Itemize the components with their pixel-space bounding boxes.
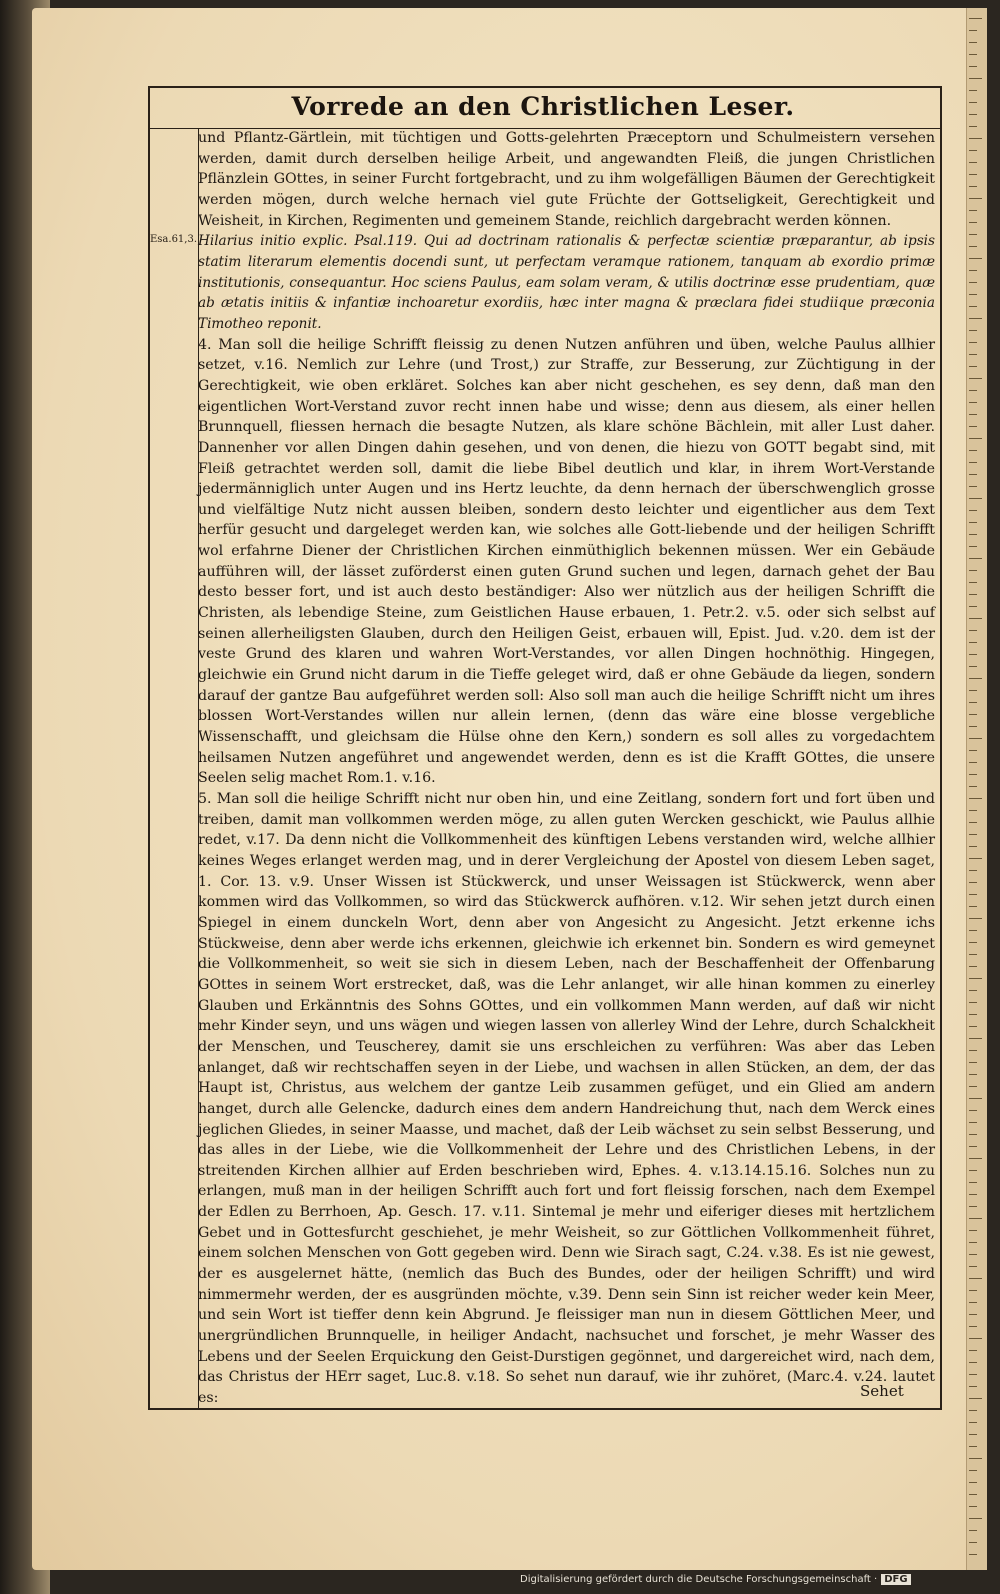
ruler-tick (969, 1242, 977, 1243)
ruler-tick (969, 558, 982, 559)
ruler-tick (969, 1410, 977, 1411)
ruler-tick (969, 258, 982, 259)
ruler-tick (969, 666, 977, 667)
ruler-tick (969, 870, 977, 871)
ruler-tick (969, 414, 977, 415)
ruler-tick (969, 834, 977, 835)
ruler-tick (969, 1062, 977, 1063)
ruler-tick (969, 642, 977, 643)
ruler-tick (969, 906, 977, 907)
ruler-tick (969, 54, 977, 55)
ruler-tick (969, 366, 977, 367)
ruler-tick (969, 930, 977, 931)
ruler-tick (969, 1290, 977, 1291)
ruler-tick (969, 486, 977, 487)
ruler-tick (969, 270, 977, 271)
ruler-tick (969, 42, 977, 43)
footer-text: Digitalisierung gefördert durch die Deutsche Forschungsgemeinschaft · (520, 1574, 878, 1585)
ruler-tick (969, 990, 977, 991)
ruler-tick (969, 594, 977, 595)
page-title: Vorrede an den Christlichen Leser. (291, 92, 795, 121)
ruler-tick (969, 918, 982, 919)
ruler-tick (969, 222, 977, 223)
ruler-tick (969, 1098, 982, 1099)
ruler-tick (969, 1338, 982, 1339)
ruler-tick (969, 78, 982, 79)
ruler-tick (969, 546, 977, 547)
ruler-tick (969, 138, 982, 139)
ruler-tick (969, 1446, 977, 1447)
ruler-tick (969, 330, 977, 331)
ruler-tick (969, 1086, 977, 1087)
ruler-tick (969, 774, 977, 775)
ruler-tick (969, 246, 977, 247)
ruler-tick (969, 510, 977, 511)
paragraph-4: 4. Man soll die heilige Schrifft fleissig zu denen Nutzen anführen und üben, welche Paulus allhier setzet, v.16. Nemlich zur Lehre (und Trost,) zur Straffe, zur Besserung, zur Züchtigung in der Gerechtigkeit, wie oben erkläret. Solches kan aber nicht geschehen, es sey denn, daß man den eigentlichen Wort-Verstand zuvor recht innen habe und wisse; denn aus diesem, als einer hellen Brunnquell, fliessen hernach die besagte Nutzen, als klare schöne Bächlein, mit aller Lust daher. Dannenher vor allen Dingen dahin gesehen, und von denen, die hiezu von GOTT begabt sind, mit Fleiß getrachtet werden soll, damit die liebe Bibel deutlich und klar, in ihrem Wort-Verstande jedermänniglich unter Augen und ins Hertz leuchte, da denn hernach der überschwenglich grosse und vielfältige Nutz nicht aussen bleiben, sondern desto leichter und eigentlicher aus dem Text herfür gesucht und dargeleget werden kan, wie solches alle Gott-liebende und der heiligen Schrifft wol erfahrne Diener der Christlichen Kirchen einmüthiglich bekennen müssen. Wer ein Gebäude aufführen will, der lässet zuförderst einen guten Grund suchen und legen, darnach gehet der Bau desto besser fort, und ist auch desto beständiger: Also wer nützlich aus der heiligen Schrifft die Christen, als lebendige Steine, zum Geistlichen Hause erbauen, 1. Petr.2. v.5. oder sich selbst auf seinen allerheiligsten Glauben, durch den Heiligen Geist, erbauen will, Epist. Jud. v.20. dem ist der veste Grund des klaren und wahren Wort-Verstandes, vor allen Dingen hochnöthig. Hingegen, gleichwie ein Grund nicht darum in die Tieffe geleget wird, daß er ohne Gebäude da liegen, sondern darauf der gantze Bau aufgeführet werden soll: Also soll man auch die heilige Schrifft nicht um ihres blossen Wort-Verstandes willen nur allein lernen, (denn das wäre eine blosse vergebliche Wissenschafft, und gleichsam die Hülse ohne den Kern,) sondern es soll alles zu vorgedachtem heilsamen Nutzen angeführet und angewendet werden, denn es ist die Krafft GOttes, die unsere Seelen selig machet Rom.1. v.16. (198, 336, 935, 787)
ruler-tick (969, 894, 977, 895)
ruler-tick (969, 798, 982, 799)
ruler-tick (969, 282, 977, 283)
ruler-tick (969, 1050, 977, 1051)
ruler-tick (969, 126, 977, 127)
ruler-tick (969, 1386, 977, 1387)
measuring-ruler (966, 8, 987, 1570)
ruler-tick (969, 1074, 977, 1075)
ruler-tick (969, 534, 977, 535)
ruler-tick (969, 402, 977, 403)
ruler-tick (969, 858, 982, 859)
ruler-tick (969, 1542, 977, 1543)
ruler-tick (969, 966, 977, 967)
ruler-tick (969, 1218, 982, 1219)
ruler-tick (969, 186, 977, 187)
ruler-tick (969, 1146, 977, 1147)
ruler-tick (969, 582, 977, 583)
ruler-tick (969, 1158, 982, 1159)
ruler-tick (969, 294, 977, 295)
ruler-tick (969, 342, 977, 343)
ruler-tick (969, 174, 977, 175)
ruler-tick (969, 318, 982, 319)
ruler-tick (969, 738, 982, 739)
ruler-tick (969, 1362, 977, 1363)
ruler-tick (969, 1458, 982, 1459)
ruler-tick (969, 678, 982, 679)
ruler-tick (969, 426, 977, 427)
ruler-tick (969, 1326, 977, 1327)
ruler-tick (969, 1266, 977, 1267)
ruler-tick (969, 1494, 977, 1495)
ruler-tick (969, 1254, 977, 1255)
ruler-tick (969, 210, 977, 211)
ruler-tick (969, 462, 977, 463)
ruler-tick (969, 630, 977, 631)
ruler-tick (969, 654, 977, 655)
ruler-tick (969, 978, 982, 979)
ruler-tick (969, 1470, 977, 1471)
ruler-tick (969, 846, 977, 847)
ruler-tick (969, 1134, 977, 1135)
ruler-tick (969, 102, 977, 103)
ruler-tick (969, 450, 977, 451)
catchword: Sehet (860, 1382, 904, 1400)
footer-credit (520, 1574, 911, 1585)
ruler-tick (969, 390, 977, 391)
ruler-tick (969, 438, 982, 439)
ruler-tick (969, 570, 977, 571)
ruler-tick (969, 726, 977, 727)
ruler-tick (969, 786, 977, 787)
paragraph-latin-quote: Hilarius initio explic. Psal.119. Qui ad doctrinam rationalis & perfectæ scientiæ præparantur, ab ipsis statim literarum elementis docendi sunt, ut perfectam veramque rationem, tanquam ab exordio primæ institutionis, consequantur. Hoc sciens Paulus, eam solam veram, & utilis doctrinæ esse prudentiam, quæ ab ætatis initiis & infantiæ inchoaretur exordiis, hæc inter magna & præclara fidei studiique præconia Timotheo reponit. (198, 233, 935, 332)
ruler-tick (969, 162, 977, 163)
ruler-tick (969, 1434, 977, 1435)
ruler-tick (969, 1398, 982, 1399)
ruler-tick (969, 1422, 977, 1423)
ruler-tick (969, 606, 977, 607)
ruler-tick (969, 234, 977, 235)
ruler-tick (969, 762, 977, 763)
ruler-tick (969, 378, 982, 379)
ruler-tick (969, 150, 977, 151)
ruler-tick (969, 1278, 982, 1279)
ruler-tick (969, 18, 982, 19)
paragraph-5: 5. Man soll die heilige Schrifft nicht nur oben hin, und eine Zeitlang, sondern fort und fort üben und treiben, damit man vollkommen werden möge, zu allen guten Wercken geschickt, wie Paulus allhie redet, v.17. Da denn nicht die Vollkommenheit des künftigen Lebens verstanden wird, welche allhier keines Weges erlanget werden mag, und in derer Vergleichung der Apostel von diesem Leben saget, 1. Cor. 13. v.9. Unser Wissen ist Stückwerck, und unser Weissagen ist Stückwerck, wenn aber kommen wird das Vollkommen, so wird das Stückwerck aufhören. v.12. Wir sehen jetzt durch einen Spiegel in einem dunckeln Wort, denn aber von Angesicht zu Angesicht. Jetzt erkenne ichs Stückweise, denn aber werde ichs erkennen, gleichwie ich erkennet bin. Sondern es wird gemeynet die Vollkommenheit, so weit sie sich in diesem Leben, nach der Beschaffenheit der Offenbarung GOttes in seinem Wort erstrecket, daß, was die Lehr anlanget, wir alle hinan kommen zu einerley Glauben und Erkänntnis des Sohns GOttes, und ein vollkommen Mann werden, auf daß wir nicht mehr Kinder seyn, und uns wägen und wiegen lassen von allerley Wind der Lehre, durch Schalckheit der Menschen, und Teuscherey, damit sie uns erschleichen zu verführen: Was aber das Leben anlanget, daß wir rechtschaffen seyen in der Liebe, und wachsen in allen Stücken, an dem, der das Haupt ist, Christus, aus welchem der gantze Leib zusammen gefüget, und ein Glied am andern hanget, durch alle Gelencke, dadurch eines dem andern Handreichung thut, nach dem Werck eines jeglichen Gliedes, in seiner Maasse, und machet, daß der Leib wächset zu sein selbst Besserung, und das alles in der Liebe, wie die Vollkommenheit der Lehre und des Christlichen Lebens, in der streitenden Kirchen allhier auf Erden beschrieben wird, Ephes. 4. v.13.14.15.16. Solches nun zu erlangen, muß man in der heiligen Schrifft auch fort und fort fleissig forschen, nach dem Exempel der Edlen zu Berrhoen, Ap. Gesch. 17. v.11. Sintemal je mehr und eiferiger dieses mit hertzlichem Gebet und in Gottesfurcht geschiehet, je mehr Weisheit, so zur Göttlichen Vollkommenheit führet, einem solchen Menschen von Gott gegeben wird. Denn wie Sirach sagt, C.24. v.38. Es ist nie gewest, der es ausgelernet hätte, (nemlich das Buch des Bundes, oder der heiligen Schrifft) und wird nimmermehr werden, der es ausgründen möchte, v.39. Denn sein Sinn ist reicher weder kein Meer, und sein Wort ist tieffer denn kein Abgrund. Je fleissiger man nun in diesem Göttlichen Meer, und unergründlichen Brunnquelle, in heiliger Andacht, nachsuchet und forschet, je mehr Wasser des Lebens und der Seelen Erquickung den Geist-Durstigen gegönnet, und dargereichet wird, nach dem, das Christus der HErr saget, Luc.8. v.18. So sehet nun darauf, wie ihr zuhöret, (Marc.4. v.24. lautet es: (198, 791, 935, 1407)
ruler-tick (969, 354, 977, 355)
ruler-tick (969, 1314, 977, 1315)
ruler-tick (969, 1122, 977, 1123)
ruler-tick (969, 714, 977, 715)
ruler-tick (969, 690, 977, 691)
ruler-tick (969, 942, 977, 943)
ruler-tick (969, 306, 977, 307)
ruler-tick (969, 198, 982, 199)
ruler-tick (969, 66, 977, 67)
ruler-tick (969, 1170, 977, 1171)
ruler-tick (969, 474, 977, 475)
ruler-tick (969, 1302, 977, 1303)
ruler-tick (969, 750, 977, 751)
ruler-tick (969, 618, 982, 619)
ruler-tick (969, 30, 977, 31)
ruler-tick (969, 1350, 977, 1351)
ruler-tick (969, 1206, 977, 1207)
ruler-tick (969, 1518, 982, 1519)
ruler-tick (969, 90, 977, 91)
ruler-tick (969, 822, 977, 823)
ruler-tick (969, 1194, 977, 1195)
body-text (198, 128, 935, 1409)
ruler-tick (969, 1026, 977, 1027)
ruler-tick (969, 1482, 977, 1483)
ruler-tick (969, 810, 977, 811)
ruler-tick (969, 954, 977, 955)
ruler-tick (969, 702, 977, 703)
ruler-tick (969, 1554, 977, 1555)
ruler-tick (969, 1002, 977, 1003)
ruler-tick (969, 1110, 977, 1111)
ruler-tick (969, 1530, 977, 1531)
ruler-tick (969, 114, 977, 115)
paragraph-1: und Pflantz-Gärtlein, mit tüchtigen und Gotts-gelehrten Præceptorn und Schulmeistern versehen werden, damit durch derselben heilige Arbeit, und angewandten Fleiß, die jungen Christlichen Pflänzlein GOttes, in seiner Furcht fortgebracht, und zu ihm wolgefälligen Bäumen der Gerechtigkeit werden mögen, durch welche hernach viel gute Früchte der Gottseligkeit, Gerechtigkeit und Weisheit, in Kirchen, Regimenten und gemeinem Stande, reichlich dargebracht werden können. (198, 130, 935, 229)
dfg-logo: DFG (881, 1574, 910, 1585)
ruler-tick (969, 882, 977, 883)
ruler-tick (969, 1230, 977, 1231)
marginal-note: Esa.61,3. (150, 234, 198, 245)
ruler-tick (969, 498, 982, 499)
ruler-tick (969, 1014, 977, 1015)
ruler-tick (969, 1506, 977, 1507)
ruler-tick (969, 1182, 977, 1183)
ruler-tick (969, 1374, 977, 1375)
ruler-tick (969, 1038, 982, 1039)
ruler-tick (969, 522, 977, 523)
